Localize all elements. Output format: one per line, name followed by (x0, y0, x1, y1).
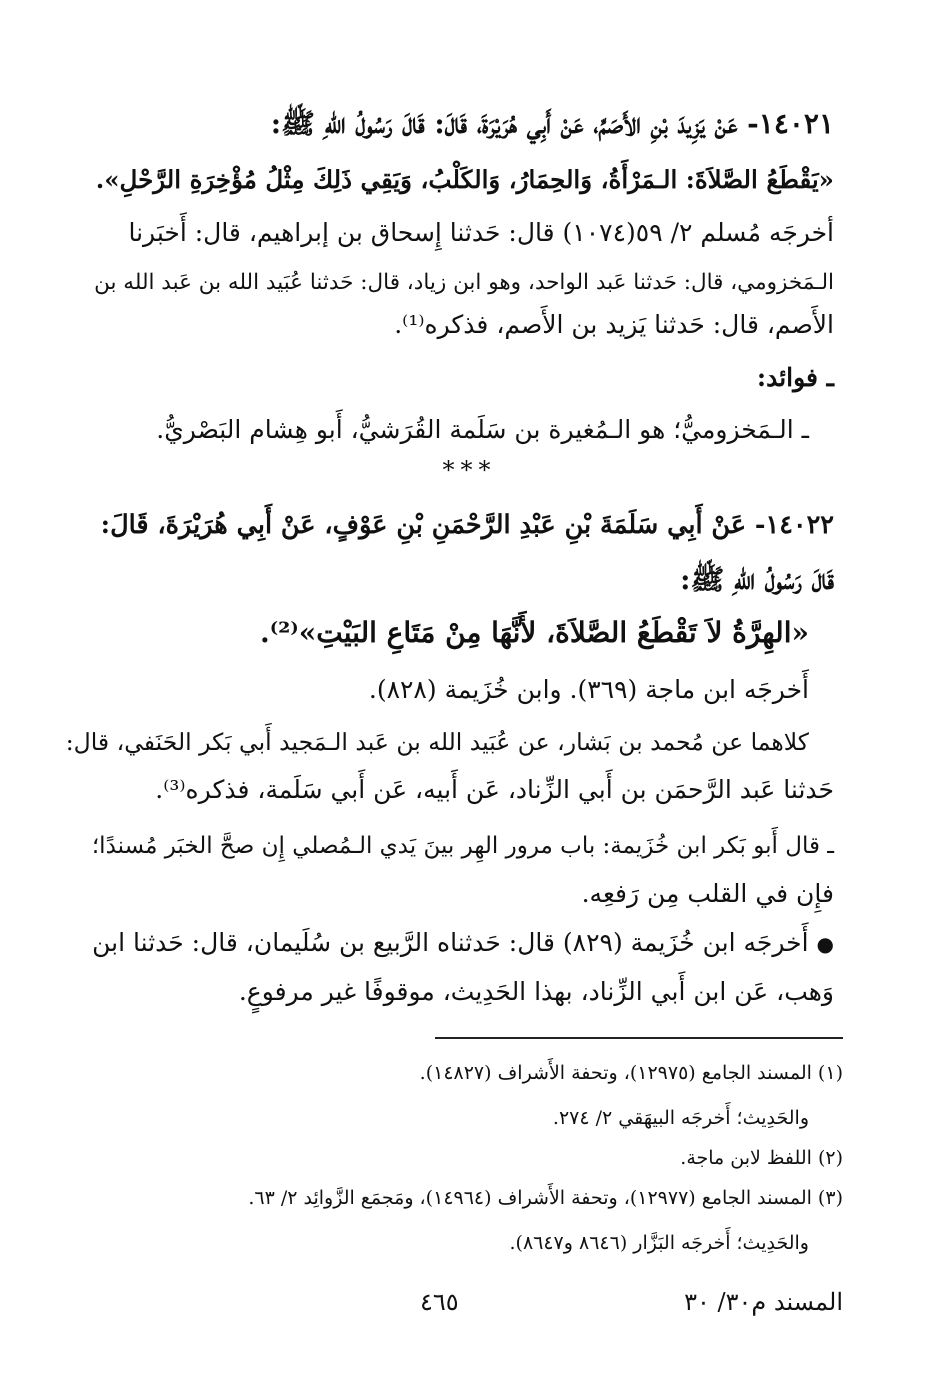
takhrij-line-3: الأَصم، قال: حَدثنا يَزيد بن الأَصم، فذكره⁽¹⁾. (394, 310, 834, 339)
ibn-khuzayma-line-1: ـ قال أَبو بَكر ابن خُزَيمة: باب مرور الهِر بينَ يَدي الـمُصلي إِن صحَّ الخبَر مُسندًا؛ (91, 833, 834, 859)
takhrij-line-1: أخرجَه مُسلم ٢/ ٥٩(١٠٧٤) قال: حَدثنا إِسحاق بن إبراهيم، قال: أَخبَرنا (128, 218, 834, 247)
takhrij-14022: أَخرجَه ابن ماجة (٣٦٩). وابن خُزَيمة (٨٢٨). (368, 675, 809, 704)
fawaid-heading: ـ فوائد: (756, 363, 834, 392)
chain-line-1: كلاهما عن مُحمد بن بَشار، عن عُبَيد الله بن عَبد الـمَجيد أَبي بَكر الحَنَفي، قال: (65, 728, 809, 756)
footnote-3-cont: والحَدِيث؛ أَخرجَه البَزَّار (٨٦٤٦ و٨٦٤٧). (509, 1232, 809, 1254)
book-volume-label: المسند م٣٠/ ٣٠ (684, 1288, 843, 1316)
hadith-14022-matn: «الهِرَّةُ لاَ تَقْطَعُ الصَّلاَةَ، لأَنَّهَا مِنْ مَتَاعِ البَيْتِ»⁽²⁾. (260, 616, 809, 649)
footnote-divider (435, 1037, 843, 1039)
hadith-14022-line-1: ١٤٠٢٢- عَنْ أَبِي سَلَمَةَ بْنِ عَبْدِ الرَّحْمَنِ بْنِ عَوْفٍ، عَنْ أَبِي هُرَيْرَةَ، قَالَ: (100, 510, 834, 540)
mawquf-line-2: وَهب، عَن ابن أَبي الزِّناد، بهذا الحَدِيث، موقوفًا غير مرفوعٍ. (238, 977, 834, 1006)
bullet-icon: ● (816, 932, 834, 956)
ibn-khuzayma-line-2: فإِن في القلب مِن رَفعِه. (581, 879, 834, 908)
hadith-14021-line-1: ١٤٠٢١- عَنْ يَزِيدَ بْنِ الأَصَمِّ، عَنْ أَبِي هُرَيْرَةَ، قَالَ: قَالَ رَسُولُ اللهِ ﷺ: (270, 107, 834, 140)
mawquf-text-1: أَخرجَه ابن خُزَيمة (٨٢٩) قال: حَدثناه الرَّبيع بن سُلَيمان، قال: حَدثنا ابن (92, 928, 809, 957)
footnote-2: (٢) اللفظ لابن ماجة. (680, 1147, 843, 1169)
mawquf-line-1 (92, 923, 834, 964)
footnote-1: (١) المسند الجامع (١٢٩٧٥)، وتحفة الأَشراف (١٤٨٢٧). (419, 1062, 843, 1084)
takhrij-line-2: الـمَخزومي، قال: حَدثنا عَبد الواحد، وهو ابن زياد، قال: حَدثنا عُبَيد الله بن عَبد الله بن (94, 270, 834, 295)
page-number: ٤٦٥ (420, 1288, 459, 1316)
section-separator: *** (442, 456, 497, 484)
footnote-3: (٣) المسند الجامع (١٢٩٧٧)، وتحفة الأَشراف (١٤٩٦٤)، ومَجمَع الزَّوائِد ٢/ ٦٣. (248, 1187, 843, 1209)
hadith-14022-line-2: قَالَ رَسُولُ اللهِ ﷺ: (680, 563, 834, 596)
fawaid-text: ـ الـمَخزوميُّ؛ هو الـمُغيرة بن سَلَمة القُرَشيُّ، أَبو هِشام البَصْريُّ. (156, 415, 809, 444)
hadith-14021-line-2: «يَقْطَعُ الصَّلاَةَ: الـمَرْأَةُ، وَالحِمَارُ، وَالكَلْبُ، وَيَقِي ذَلِكَ مِثْلُ مُؤْخِرَةِ الرَّحْلِ». (95, 165, 834, 194)
footnote-1-cont: والحَدِيث؛ أَخرجَه البيهَقي ٢/ ٢٧٤. (552, 1107, 809, 1129)
chain-line-2: حَدثنا عَبد الرَّحمَن بن أَبي الزِّناد، عَن أَبيه، عَن أَبي سَلَمة، فذكره⁽³⁾. (155, 775, 834, 804)
